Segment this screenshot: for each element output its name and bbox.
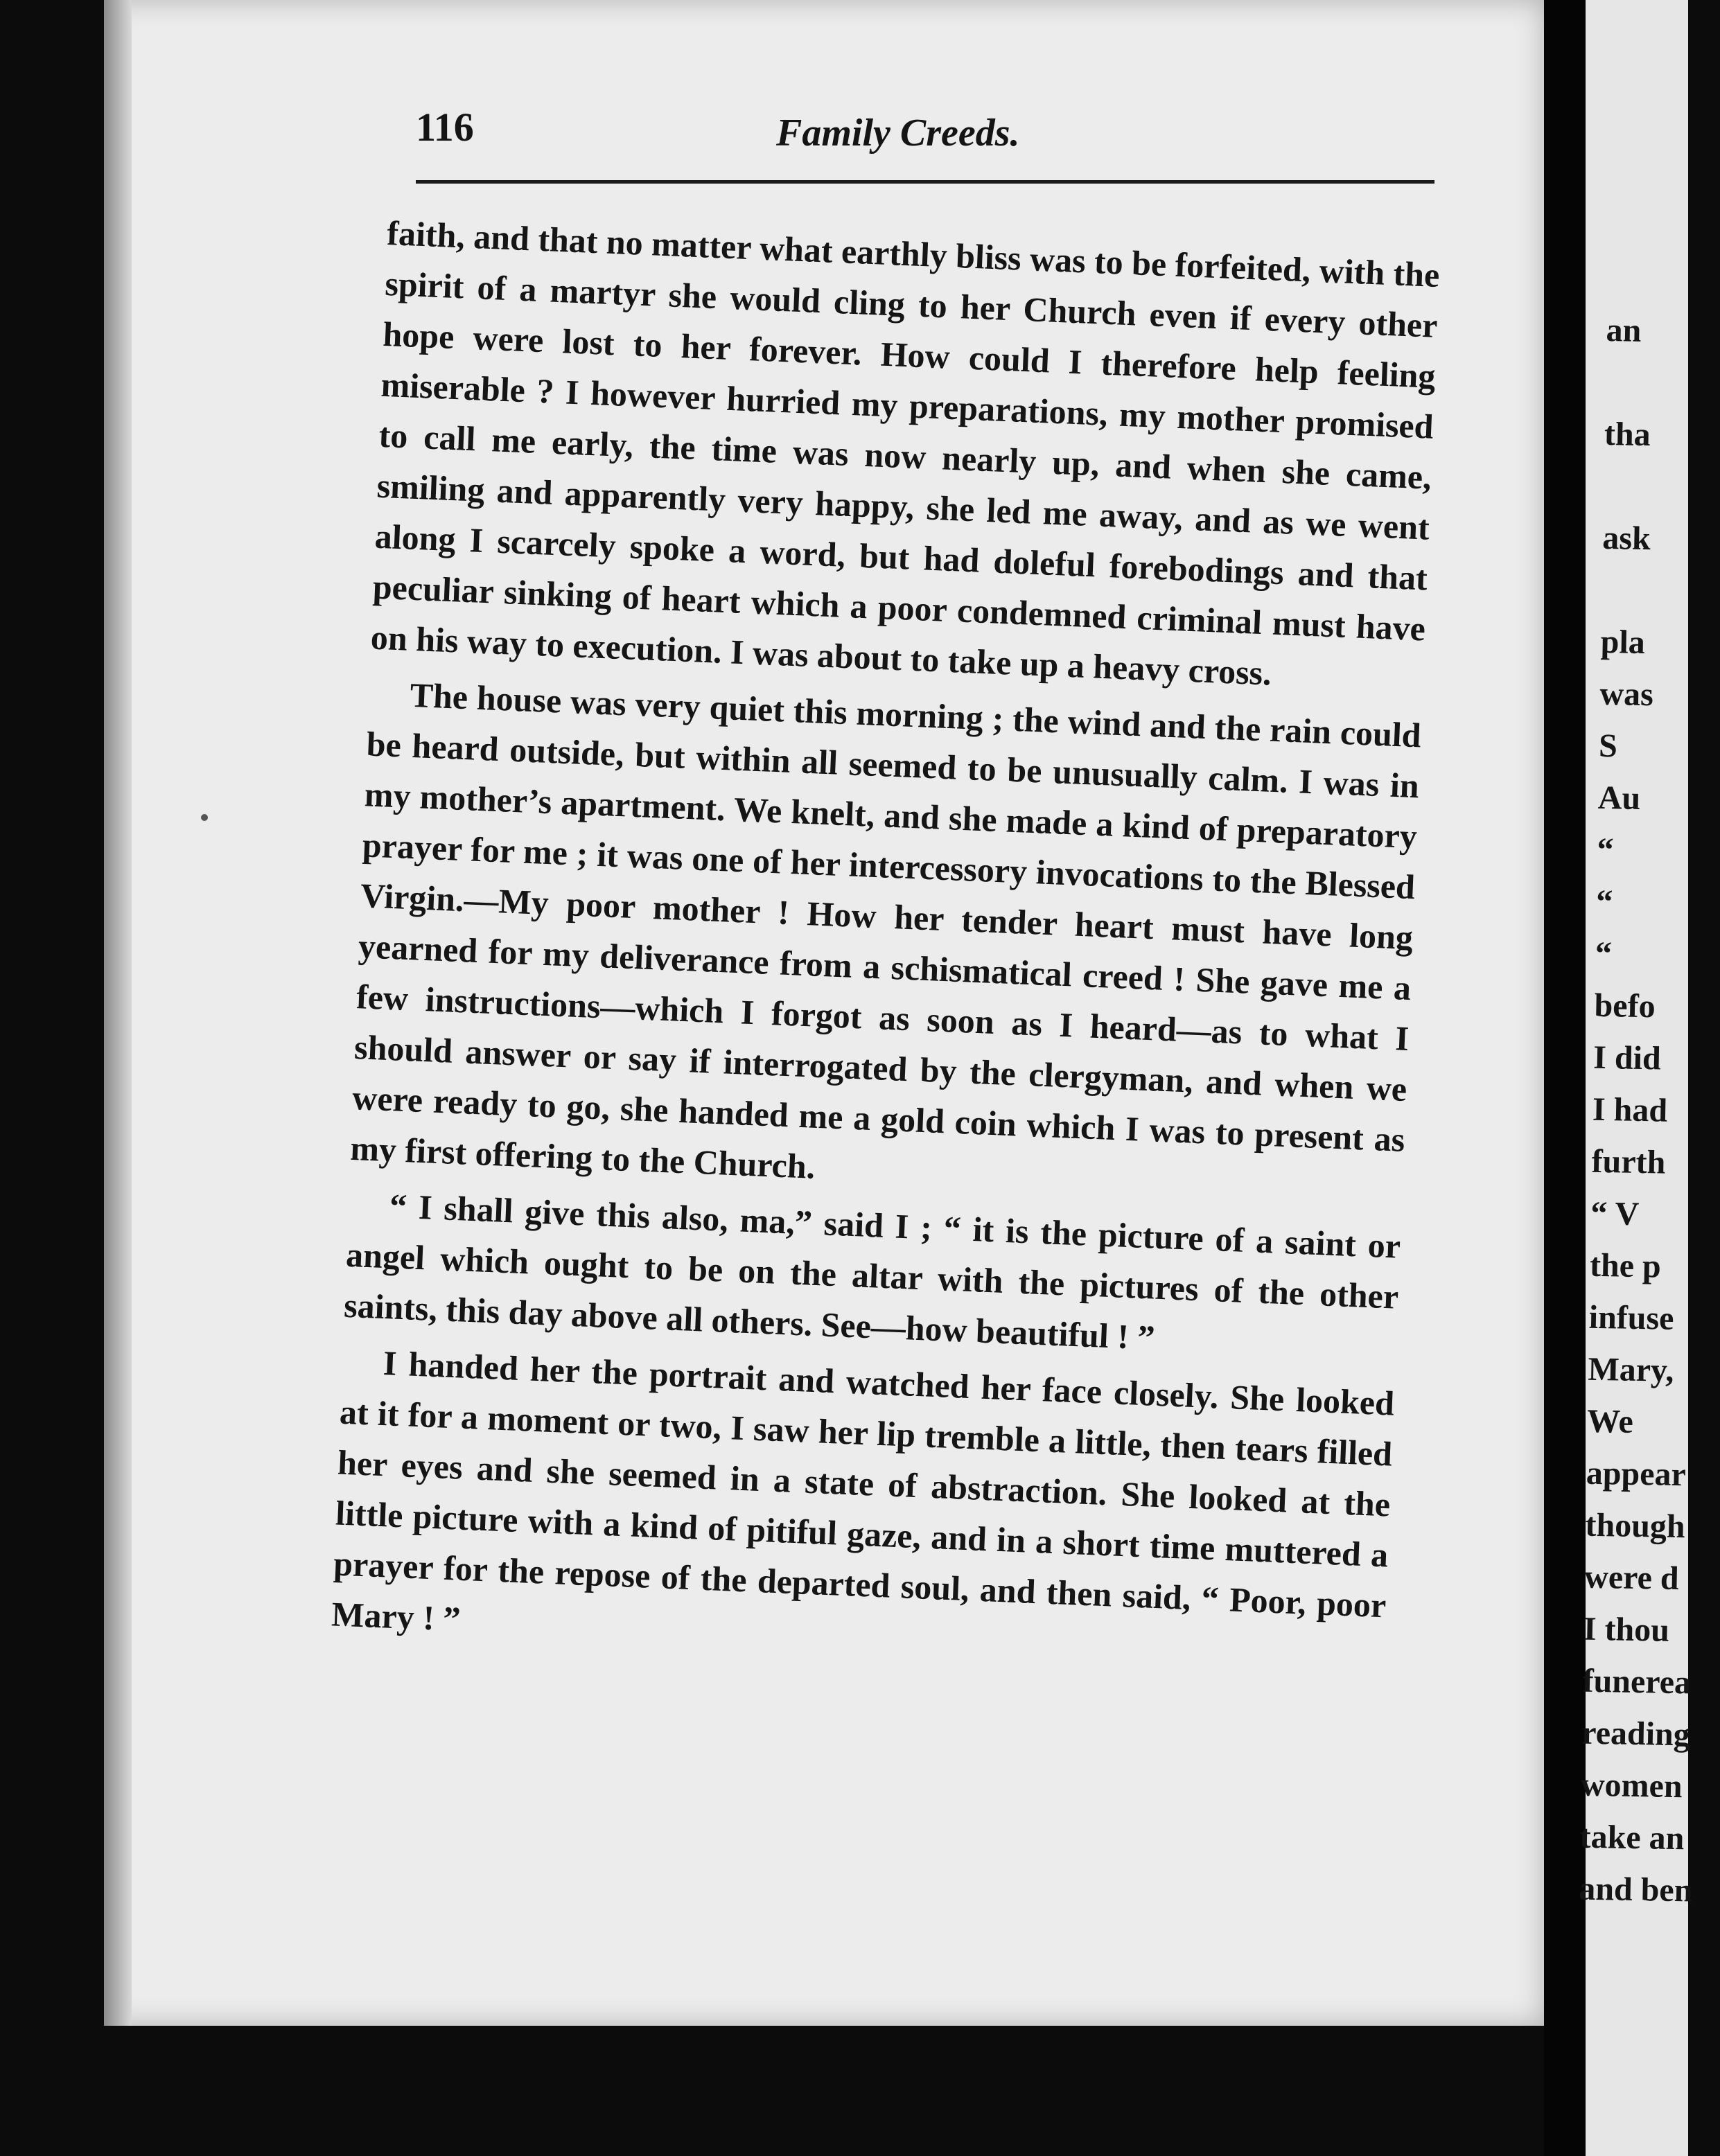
paragraph: The house was very quiet this morning ; the wind and the rain could be heard outside, but within all seemed to be unusually calm. I was in my mother’s apartment. We knelt, and she made a kind of preparatory prayer for me ; it was one of her intercessory invocations to the Blessed Virgin.—My poor mother ! How her tender heart must have long yearned for my deliverance from a schismatical creed ! She gave me a few instructions—which I forgot as soon as I heard—as to what I should answer or say if interrogated by the clergyman, and when we were ready to go, she handed me a gold coin which I was to present as my first offering to the Church. (349, 675, 1422, 1186)
right-page-line-fragment: I thou (1583, 1610, 1670, 1649)
right-page-line-fragment (1601, 564, 1699, 617)
right-page-line-fragment: was (1599, 675, 1654, 714)
right-page-line-fragment: funerea (1582, 1662, 1692, 1702)
right-page-line-fragment: an (1606, 311, 1642, 349)
right-page-line-fragment: the p (1589, 1246, 1662, 1285)
right-page-line-fragment: infuse (1588, 1298, 1674, 1337)
paragraph: “ I shall give this also, ma,” said I ; “ it is the picture of a saint or angel which ought to be on the altar with the pictures of the other saints, this day above all others. See—how beautiful ! ” (343, 1186, 1402, 1357)
right-page-line-fragment: I did (1592, 1039, 1662, 1077)
right-page-line-fragment: ask (1601, 519, 1651, 558)
right-page-line-fragment: tha (1604, 415, 1651, 454)
right-page-line-fragment: We (1586, 1402, 1634, 1440)
right-page-line-fragment: though (1585, 1506, 1686, 1546)
right-page-line-fragment: S (1598, 727, 1618, 765)
margin-speck (201, 814, 208, 821)
body-text (331, 208, 1441, 1687)
right-page-line-fragment: “ (1595, 935, 1613, 973)
right-page-line-fragment: reading (1581, 1714, 1691, 1753)
running-head: Family Creeds. (776, 112, 1020, 154)
page-number: 116 (416, 105, 474, 150)
right-page-line-fragment (1603, 460, 1701, 513)
right-page-line-fragment: “ (1597, 831, 1615, 869)
right-page-line-fragment: take an (1579, 1818, 1685, 1857)
right-page-line-fragment: appear (1586, 1454, 1687, 1494)
right-page-line-fragment: “ (1595, 883, 1613, 921)
right-page-line-fragment: furth (1591, 1142, 1666, 1181)
right-page-line-fragment: and ben (1578, 1870, 1693, 1909)
right-page-line-fragment: Au (1597, 779, 1641, 817)
right-page-text (1579, 304, 1704, 1916)
header-rule (416, 180, 1434, 184)
right-page-line-fragment: “ V (1590, 1194, 1640, 1232)
paragraph: faith, and that no matter what earthly bliss was to be forfeited, with the spirit of a martyr she would cling to her Church even if every other hope were lost to her forever. How could I therefore help feeling miserable ? I however hurried my preparations, my mother promised to call me early, the time was now nearly up, and when she came, smiling and apparently very happy, she led me away, and as we went along I scarcely spoke a word, but had doleful forebodings and that peculiar sinking of heart which a poor condemned criminal must have on his way to execution. I was about to take up a heavy cross. (369, 213, 1441, 693)
right-page-line-fragment: were d (1583, 1558, 1680, 1598)
right-page (1578, 0, 1693, 2156)
page-header (416, 104, 1434, 166)
right-page-line-fragment: Mary, (1588, 1350, 1674, 1389)
right-page-line-fragment: befo (1594, 987, 1656, 1025)
right-page-line-fragment: I had (1592, 1090, 1668, 1129)
right-page-line-fragment (1605, 356, 1703, 409)
right-page-line-fragment: women (1580, 1766, 1683, 1805)
right-page-line-fragment: pla (1600, 623, 1646, 661)
paragraph: I handed her the portrait and watched her face closely. She looked at it for a moment or two, I saw her lip tremble a little, then tears filled her eyes and she seemed in a state of abstraction. She looked at the little picture with a kind of pitiful gaze, and in a short time muttered a prayer for the repose of the departed soul, and then said, “ Poor, poor Mary ! ” (331, 1343, 1396, 1638)
